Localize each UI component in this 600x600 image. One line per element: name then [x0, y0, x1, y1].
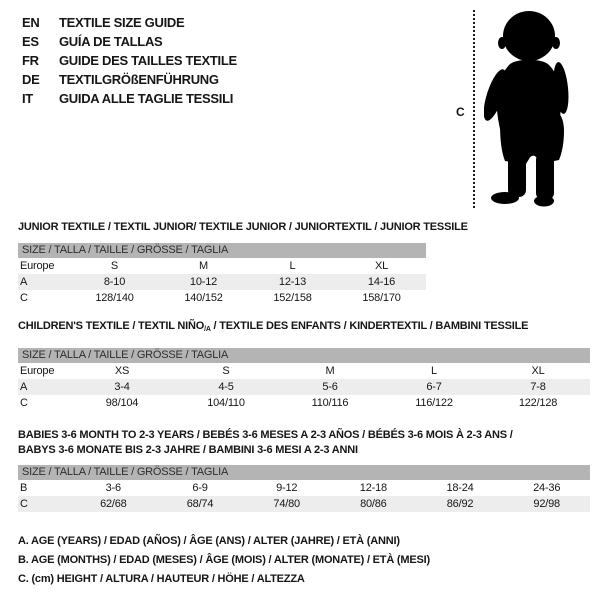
language-row — [22, 32, 237, 51]
table-title-line: JUNIOR TEXTILE / TEXTIL JUNIOR/ TEXTILE JUNIOR / JUNIORTEXTIL / JUNIOR TESSILE — [18, 221, 468, 233]
size-value-cell: 98/104 — [105, 397, 139, 409]
row-label-cell: A — [20, 276, 28, 288]
footnote-line: A. AGE (YEARS) / EDAD (AÑOS) / ÂGE (ANS) / ALTER (JAHRE) / ETÀ (ANNI) — [18, 535, 400, 547]
size-value-cell: 5-6 — [322, 381, 338, 393]
row-label-cell: B — [20, 482, 28, 494]
junior-size-table — [18, 243, 426, 306]
size-table-row — [18, 395, 590, 411]
size-value-cell: XL — [531, 365, 545, 377]
size-value-cell: 158/170 — [362, 292, 401, 304]
height-measure-dotted-line — [473, 10, 475, 208]
row-label-cell: Europe — [20, 260, 55, 272]
table-title-line: BABIES 3-6 MONTH TO 2-3 YEARS / BEBÉS 3-6 MESES A 2-3 AÑOS / BÉBÉS 3-6 MOIS À 2-3 ANS / — [18, 429, 513, 441]
language-row — [22, 70, 237, 89]
language-guide-title: GUIDE DES TAILLES TEXTILE — [59, 53, 237, 68]
footnotes — [18, 532, 430, 589]
language-row — [22, 51, 237, 70]
size-value-cell: 80/86 — [360, 498, 387, 510]
language-guide-title: TEXTILGRÖßENFÜHRUNG — [59, 72, 219, 87]
row-label-cell: C — [20, 397, 28, 409]
size-header-bar: SIZE / TALLA / TAILLE / GRÖSSE / TAGLIA — [18, 348, 590, 363]
size-value-cell: L — [289, 260, 296, 272]
size-value-cell: 6-9 — [192, 482, 208, 494]
language-code: EN — [22, 15, 40, 30]
footnote-line: B. AGE (MONTHS) / EDAD (MESES) / ÂGE (MOIS) / ALTER (MONATE) / ETÀ (MESI) — [18, 554, 430, 566]
children-table-title — [18, 319, 590, 337]
language-guide-title: GUIDA ALLE TAGLIE TESSILI — [59, 91, 234, 106]
size-value-cell: 152/158 — [273, 292, 312, 304]
size-value-cell: 86/92 — [446, 498, 474, 510]
row-label-cell: Europe — [20, 365, 55, 377]
size-value-cell: 68/74 — [186, 498, 214, 510]
size-table-row — [18, 480, 590, 496]
size-table-row — [18, 290, 426, 306]
size-value-cell: 116/122 — [415, 397, 453, 409]
size-table-row — [18, 496, 590, 512]
size-value-cell: 6-7 — [426, 381, 442, 393]
size-header-bar: SIZE / TALLA / TAILLE / GRÖSSE / TAGLIA — [18, 243, 426, 258]
size-value-cell: 24-36 — [533, 482, 561, 494]
footnote-line: C. (cm) HEIGHT / ALTURA / HAUTEUR / HÖHE / ALTEZZA — [18, 573, 305, 585]
babies-size-table — [18, 465, 590, 512]
size-value-cell: L — [431, 365, 437, 377]
size-table-row — [18, 258, 426, 274]
size-value-cell: 122/128 — [518, 397, 558, 409]
size-table-row — [18, 274, 426, 290]
size-value-cell: 14-16 — [367, 276, 396, 288]
babies-table-title — [18, 428, 590, 458]
size-value-cell: 10-12 — [189, 276, 218, 288]
row-label-cell: C — [20, 292, 28, 304]
size-value-cell: 110/116 — [311, 397, 349, 409]
size-value-cell: M — [199, 260, 208, 272]
size-value-cell: 12-13 — [278, 276, 307, 288]
language-guide-title: TEXTILE SIZE GUIDE — [59, 15, 185, 30]
row-label-cell: A — [20, 381, 28, 393]
language-row — [22, 89, 237, 108]
size-value-cell: M — [325, 365, 335, 377]
size-value-cell: 9-12 — [276, 482, 298, 494]
size-value-cell: S — [222, 365, 230, 377]
size-value-cell: 128/140 — [95, 292, 134, 304]
language-code: ES — [22, 34, 39, 49]
children-size-table — [18, 348, 590, 411]
height-c-label: C — [456, 105, 465, 119]
size-value-cell: 92/98 — [533, 498, 560, 510]
table-title-line: CHILDREN'S TEXTILE / TEXTIL $NIÑO_{/A}$ / TEXTILE DES ENFANTS / KINDERTEXTIL / BAMBINI TESSILE — [18, 320, 529, 333]
language-list — [22, 13, 237, 108]
size-value-cell: 62/68 — [100, 498, 127, 510]
size-table-row — [18, 379, 590, 395]
size-value-cell: 3-4 — [114, 381, 130, 393]
table-title-line: BABYS 3-6 MONATE BIS 2-3 JAHRE / BAMBINI 3-6 MESI A 2-3 ANNI — [18, 444, 358, 456]
language-row — [22, 13, 237, 32]
size-value-cell: 140/152 — [184, 292, 223, 304]
size-header-bar: SIZE / TALLA / TAILLE / GRÖSSE / TAGLIA — [18, 465, 590, 480]
size-table-row — [18, 363, 590, 379]
size-value-cell: 3-6 — [105, 482, 121, 494]
size-value-cell: 7-8 — [530, 381, 546, 393]
size-value-cell: 12-18 — [359, 482, 387, 494]
baby-silhouette-icon — [484, 11, 572, 207]
size-value-cell: XL — [374, 260, 389, 272]
size-value-cell: 18-24 — [446, 482, 474, 494]
size-value-cell: 8-10 — [103, 276, 126, 288]
size-value-cell: S — [110, 260, 119, 272]
size-value-cell: 104/110 — [207, 397, 245, 409]
language-guide-title: GUÍA DE TALLAS — [59, 34, 163, 49]
size-value-cell: 74/80 — [273, 498, 300, 510]
size-value-cell: 4-5 — [218, 381, 234, 393]
junior-table-title — [18, 220, 578, 235]
language-code: IT — [22, 91, 33, 106]
row-label-cell: C — [20, 498, 28, 510]
language-code: FR — [22, 53, 39, 68]
size-value-cell: XS — [114, 365, 130, 377]
language-code: DE — [22, 72, 40, 87]
